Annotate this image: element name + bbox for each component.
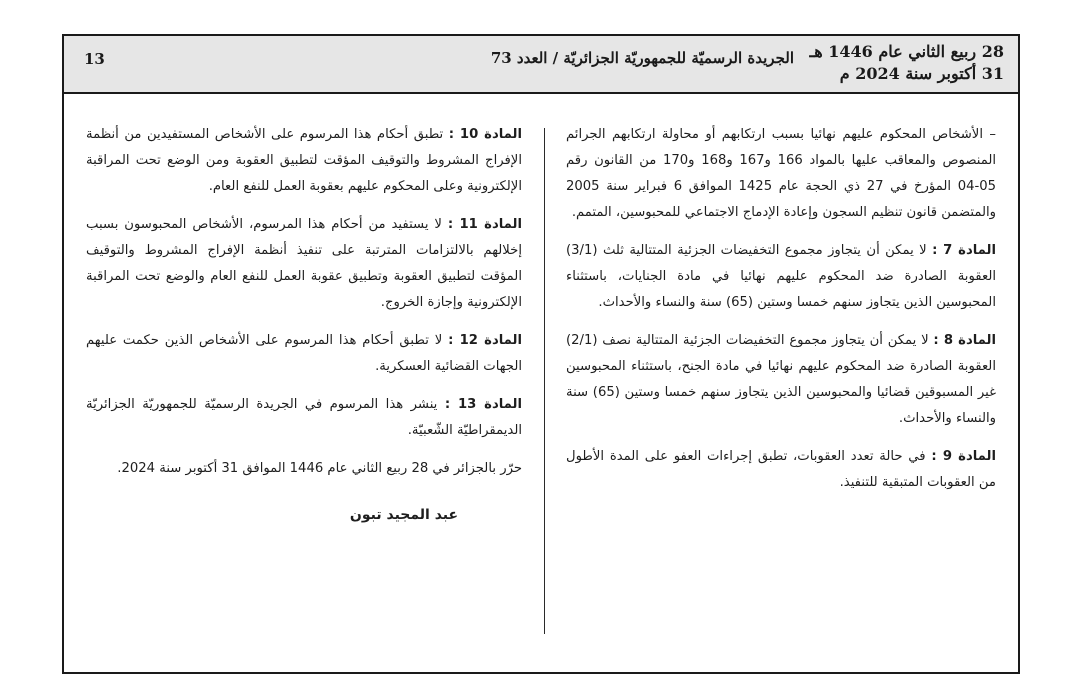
article-8-label: المادة 8 : xyxy=(933,333,996,348)
article-12-text: لا تطبق أحكام هذا المرسوم على الأشخاص الذين حكمت عليهم الجهات القضائية العسكرية. xyxy=(86,333,522,374)
header-date-gregorian: 31 أكتوبر سنة 2024 م xyxy=(839,64,1004,83)
article-7-label: المادة 7 : xyxy=(932,243,996,258)
article-13 xyxy=(86,392,522,444)
article-9-label: المادة 9 : xyxy=(931,449,996,464)
article-11 xyxy=(86,212,522,316)
article-12-label: المادة 12 : xyxy=(448,333,522,348)
column-divider xyxy=(544,128,545,634)
left-column xyxy=(86,122,522,528)
article-9-text: في حالة تعدد العقوبات، تطبق إجراءات العفو على المدة الأطول من العقوبات المتبقية للتنفيذ. xyxy=(566,449,996,490)
header-date-hijri: 28 ربيع الثاني عام 1446 هـ xyxy=(809,42,1004,61)
right-column xyxy=(566,122,996,508)
article-13-label: المادة 13 : xyxy=(444,397,522,412)
article-10-text: تطبق أحكام هذا المرسوم على الأشخاص المستفيدين من أنظمة الإفراج المشروط والتوقيف المؤقت لتطبيق العقوبة ومن الوضع تحت المراقبة الإلكترونية وعلى المحكوم عليهم بعقوبة العمل للنفع العام. xyxy=(86,127,522,194)
page-number: 13 xyxy=(84,50,105,68)
header-date xyxy=(810,41,1004,85)
signature: عبد المجيد تبون xyxy=(349,507,459,523)
article-10-label: المادة 10 : xyxy=(448,127,522,142)
header-title: الجريدة الرسميّة للجمهوريّة الجزائريّة / العدد 73 xyxy=(490,49,794,67)
article-12 xyxy=(86,328,522,380)
article-8-text: لا يمكن أن يتجاوز مجموع التخفيضات الجزئية المتتالية نصف (2/1) العقوبة الصادرة ضد المحكوم عليهم نهائيا في مادة الجنح، باستثناء المحبوسين غير المسبوقين قضائيا والمحبوسين الذين يتجاوز سنهم خمسا وستين (65) سنة والنساء والأحداث. xyxy=(566,333,996,426)
article-7-text: لا يمكن أن يتجاوز مجموع التخفيضات الجزئية المتتالية ثلث (3/1) العقوبة الصادرة ضد المحكوم عليهم نهائيا في مادة الجنايات، باستثناء المحبوسين الذين يتجاوز سنهم خمسا وستين (65) سنة والنساء والأحداث. xyxy=(566,243,996,310)
article-7 xyxy=(566,238,996,316)
paragraph-excluded-persons: – الأشخاص المحكوم عليهم نهائيا بسبب ارتكابهم أو محاولة ارتكابهم الجرائم المنصوص والمعاقب عليها بالمواد 166 و167 و168 و170 من القانون رقم 05-04 المؤرخ في 27 ذي الحجة عام 1425 الموافق 6 فبراير سنة 2005 والمتضمن قانون تنظيم السجون وإعادة الإدماج الاجتماعي للمحبوسين، المتمم. xyxy=(566,127,997,220)
article-13-text: ينشر هذا المرسوم في الجريدة الرسميّة للجمهوريّة الجزائريّة الديمقراطيّة الشّعبيّة. xyxy=(86,397,522,438)
article-10 xyxy=(86,122,522,200)
page-header xyxy=(64,36,1018,94)
closing-statement: حرّر بالجزائر في 28 ربيع الثاني عام 1446 الموافق 31 أكتوبر سنة 2024. xyxy=(117,461,522,476)
article-11-label: المادة 11 : xyxy=(447,217,522,232)
article-11-text: لا يستفيد من أحكام هذا المرسوم، الأشخاص المحبوسون بسبب إخلالهم بالالتزامات المترتبة على تنفيذ أنظمة الإفراج المشروط والتوقيف المؤقت لتطبيق العقوبة وتطبيق عقوبة العمل للنفع العام والوضع تحت المراقبة الإلكترونية وإجازة الخروج. xyxy=(86,217,522,310)
article-8 xyxy=(566,328,996,432)
article-9 xyxy=(566,444,996,496)
